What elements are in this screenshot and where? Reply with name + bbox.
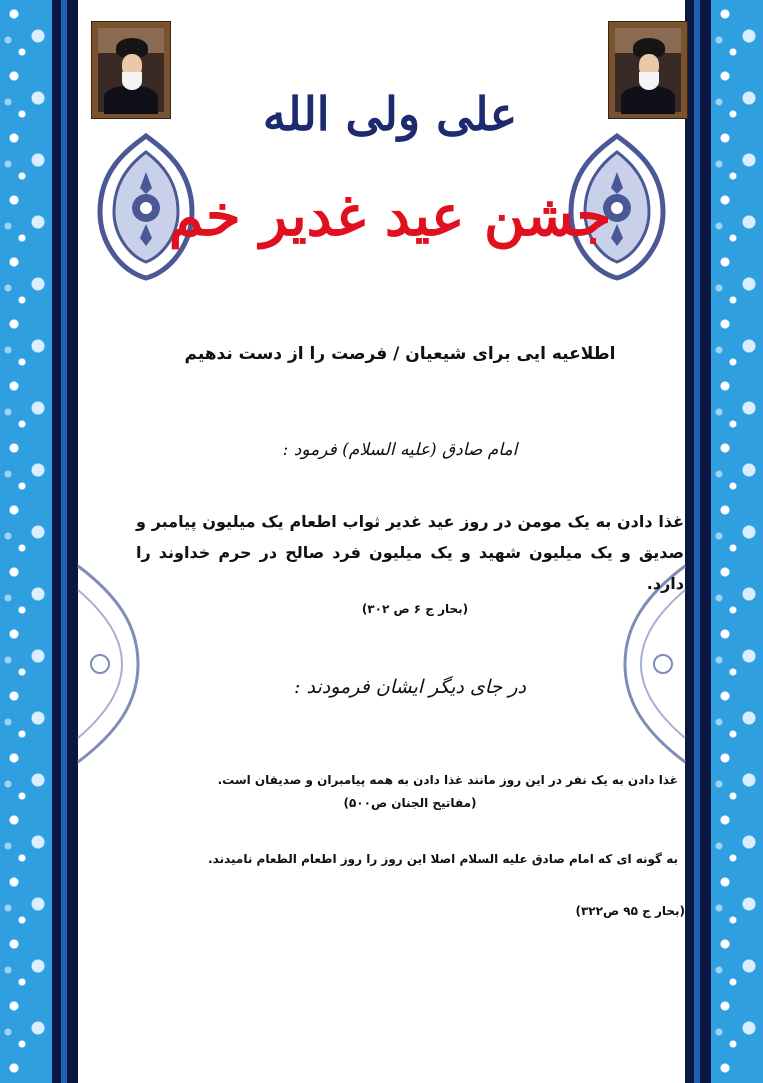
right-navy-band	[685, 0, 711, 1083]
portrait-left	[92, 22, 170, 118]
left-side-arabesque-icon	[78, 566, 140, 762]
left-navy-band	[52, 0, 78, 1083]
section3-body: به گونه ای که امام صادق علیه السلام اصلا این روز را روز اطعام الطعام نامیدند.	[208, 852, 678, 866]
section1-reference: (بحار ج ۶ ص ۳۰۲)	[361, 602, 469, 616]
title-calligraphy	[168, 20, 612, 320]
section1-body: غذا دادن به یک مومن در روز عید غدیر ثواب اطعام یک میلیون پیامبر و صدیق و یک میلیون شهید و یک میلیون فرد صالح در حرم خداوند را دارد.	[136, 512, 684, 593]
section2-heading: در جای دیگر ایشان فرمودند :	[294, 676, 526, 698]
calligraphy-eid-ghadir: جشن عید غدیر خم	[168, 183, 612, 249]
headline: اطلاعیه ایی برای شیعیان / فرصت را از دست ندهیم	[184, 344, 616, 364]
section2-reference: (مفاتیح الجنان ص۵۰۰)	[343, 796, 477, 810]
portrait-right	[609, 22, 687, 118]
calligraphy-ali-waliullah: علی ولی الله	[262, 87, 518, 141]
left-floral-border	[0, 0, 52, 1083]
right-floral-border	[711, 0, 763, 1083]
section2-body: غذا دادن به یک نفر در این روز مانند غذا دادن به همه پیامبران و صدیقان است.	[217, 773, 678, 787]
section1-heading: امام صادق (علیه السلام) فرمود :	[282, 440, 518, 460]
section3-reference: (بحار ج ۹۵ ص۳۲۲)	[575, 904, 685, 918]
